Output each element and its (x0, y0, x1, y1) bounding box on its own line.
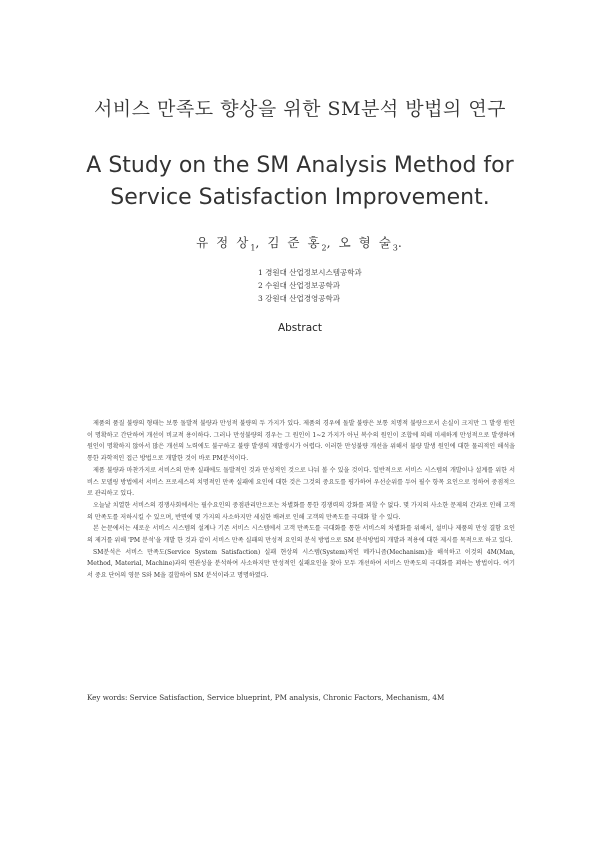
abstract-paragraph: SM분석은 서비스 만족도(Service System Satisfaction) 실패 현상의 시스템(System)적인 메카니즘(Mechanism)을 해석하고 이것의 4M(Man, Method, Material, Machine)과의 연관성을 분석하여 사소하지만 만성적인 실패요인을 찾아 모두 개선하여 서비스 만족도의 극대화를 꾀하는 방법이다. 여기서 중요 단어의 영문 S와 M을 결합하여 SM 분석이라고 명명하였다. (87, 548, 515, 580)
author-separator: , (255, 235, 268, 250)
korean-title: 서비스 만족도 향상을 위한 SM분석 방법의 연구 (93, 98, 507, 120)
abstract-paragraph: 제품 불량과 마찬가지로 서비스의 만족 실패에도 돌발적인 것과 만성적인 것으로 나눠 볼 수 있을 것이다. 일반적으로 서비스 시스템의 개발이나 설계를 위한 서비스 모델링 방법에서 서비스 프로세스의 치명적인 만족 실패에 요인에 대한 것은 그것의 중요도를 평가하여 우선순위를 두어 필수 항목 요인으로 정하여 중점적으로 관리하고 있다. (87, 466, 515, 498)
author-separator: , (326, 235, 339, 250)
author-affiliation-mark: 3 (392, 243, 398, 253)
abstract-paragraph: 제품의 품질 불량의 형태는 보통 돌발적 불량과 만성적 불량의 두 가지가 있다. 제품의 경우에 돌발 불량은 보통 치명적 불량으로서 손실이 크지만 그 발생 원인이 명확하고 간단하여 개선이 비교적 용이하다. 그러나 만성불량의 경우는 그 원인이 1~2 가지가 아닌 복수의 원인이 조합에 의해 미세하게 만성적으로 발생하며 원인이 명확하지 않아서 많은 개선의 노력에도 불구하고 불량 발생의 재발생시가 어렵다. 이러한 만성불량 개선을 위해서 불량 발생 원인에 대한 물리적인 해석을 통한 과학적인 접근 방법으로 개발한 것이 바로 PM분석이다. (87, 420, 515, 463)
author-name: 유 정 상 (196, 235, 251, 250)
author-name: 오 형 술 (338, 235, 393, 250)
english-title (0, 150, 600, 214)
abstract-body (87, 418, 515, 582)
author-affiliation-mark: 2 (321, 243, 327, 253)
english-title-line-1: A Study on the SM Analysis Method for (86, 153, 514, 178)
abstract-heading: Abstract (277, 322, 323, 334)
author-list (0, 233, 600, 253)
abstract-paragraph: 오늘날 치열한 서비스의 경쟁사회에서는 필수요인의 중점관리만으로는 차별화를 통한 경쟁력의 강화를 꾀할 수 없다. 몇 가지의 사소한 문제의 간과로 인해 고객의 만족도를 저하시킬 수 있으며, 반면에 몇 가지의 사소하지만 세심한 배려로 인해 고객의 만족도를 극대화 할 수 있다. (87, 501, 515, 521)
english-title-line-2: Service Satisfaction Improvement. (110, 185, 490, 210)
affiliation-item: 3 강원대 산업경영공학과 (258, 294, 340, 303)
abstract-paragraph: 본 논문에서는 새로운 서비스 시스템의 설계나 기존 서비스 시스템에서 고객 만족도를 극대화를 통한 서비스의 차별화를 위해서, 설비나 제품의 만성 결함 요인의 제거를 위해 'PM 분석'을 개발 한 것과 같이 서비스 만족 실패의 만성적 요인의 분석 방법으로 SM 분석방법의 개발과 적용에 대한 제시를 목적으로 하고 있다. (87, 525, 515, 545)
author-separator: . (397, 235, 404, 250)
author-affiliation-mark: 1 (250, 243, 256, 253)
author-name: 김 준 홍 (267, 235, 322, 250)
affiliation-item: 2 수원대 산업정보공학과 (258, 281, 340, 290)
keywords-line: Key words: Service Satisfaction, Service blueprint, PM analysis, Chronic Factors, Mechanism, 4M (87, 693, 445, 702)
affiliation-item: 1 경원대 산업정보시스템공학과 (258, 268, 362, 277)
affiliation-list (258, 266, 458, 305)
